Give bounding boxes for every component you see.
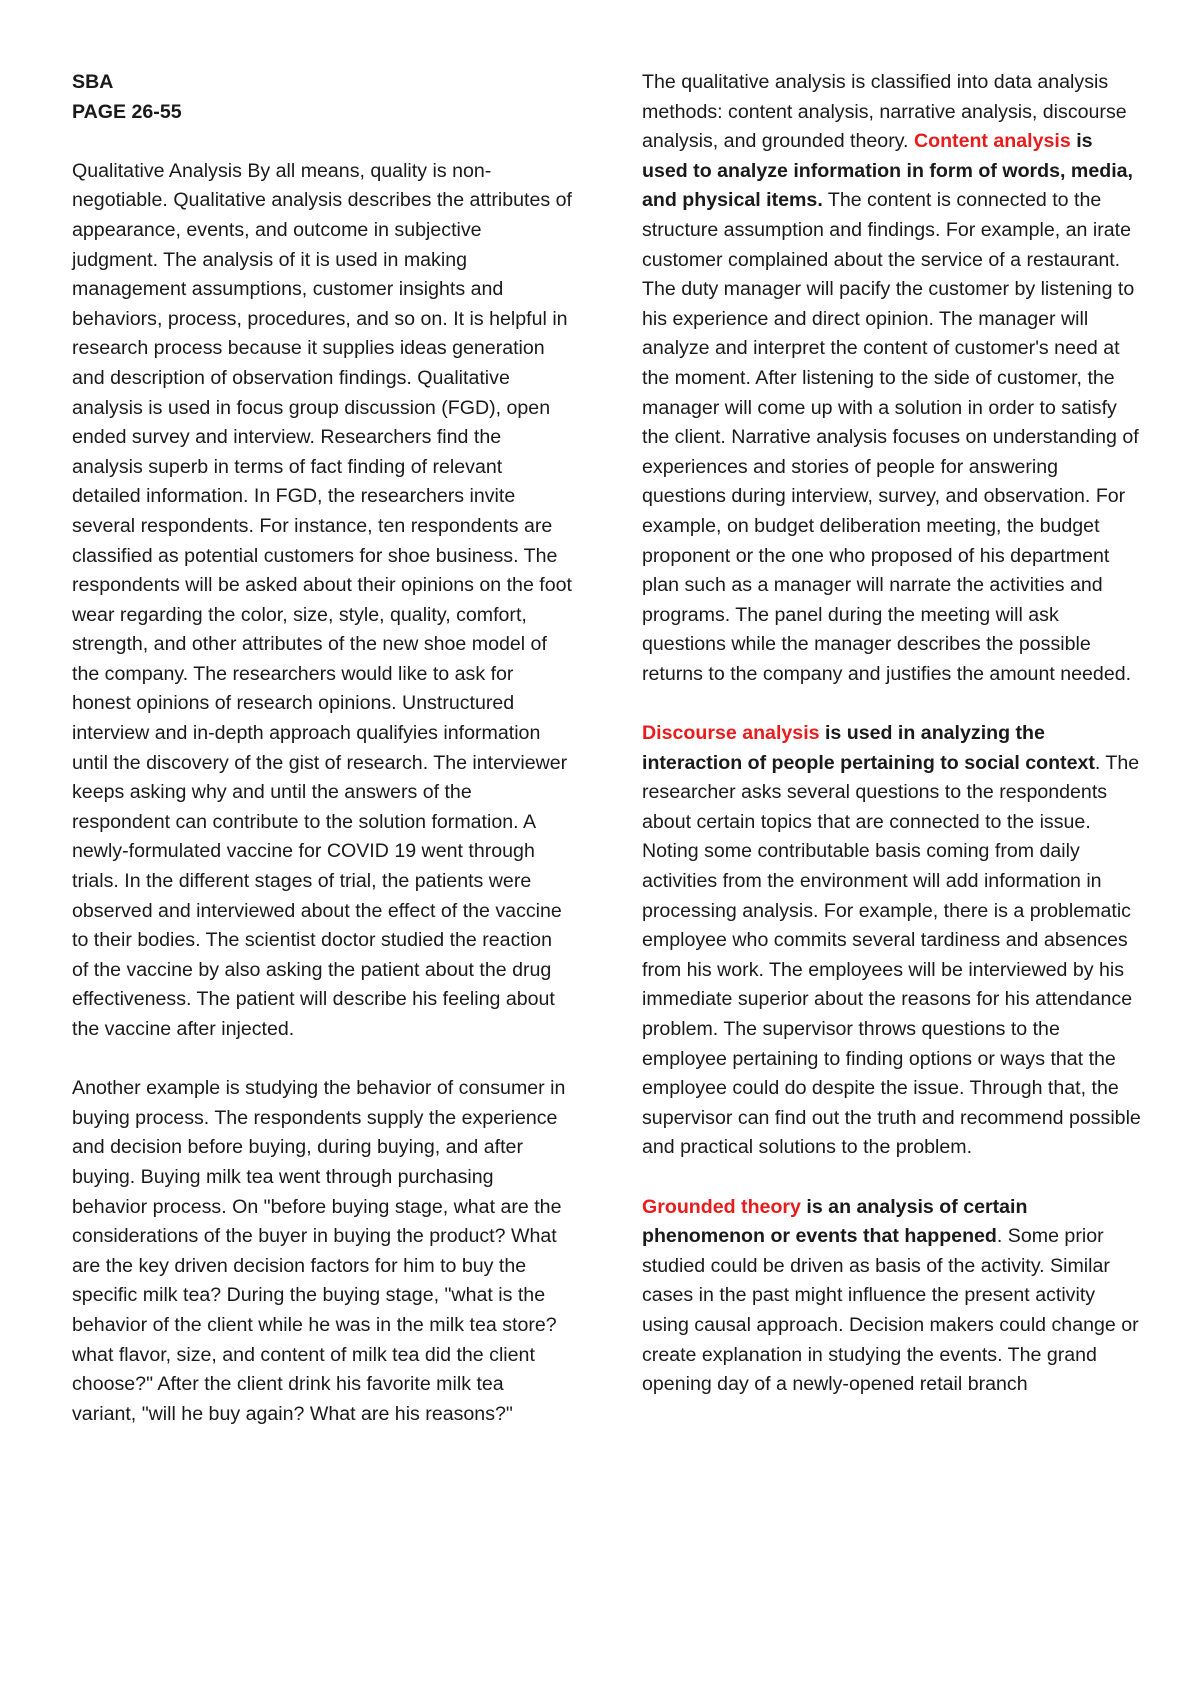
consumer-behavior-paragraph: Another example is studying the behavior of consumer in buying process. The respondents supply the experience and decision before buying, during buying, and after buying. Buying milk tea went through purchasing behavior process. On "before buying stage, what are the considerations of the buyer in buying the product? What are the key driven decision factors for him to buy the specific milk tea? During the buying stage, "what is the behavior of the client while he was in the milk tea store? what flavor, size, and content of milk tea did the client choose?" After the client drink his favorite milk tea variant, "will he buy again? What are his reasons?" [72, 1077, 566, 1425]
document-title: SBA [72, 71, 114, 93]
discourse-analysis-definition: is used in analyzing the interaction of people pertaining to social context [642, 722, 1095, 774]
spacer [72, 1045, 572, 1075]
content-analysis-definition: is used to analyze information in form of words, media, and physical items. [642, 130, 1133, 212]
discourse-analysis-body: . The researcher asks several questions to the respondents about certain topics that are connected to the issue. Noting some contributable basis coming from daily activities from the environment will add information in processing analysis. For example, there is a problematic employee who commits several tardiness and absences from his work. The employees will be interviewed by his immediate superior about the reasons for his attendance problem. The supervisor throws questions to the employee pertaining to finding options or ways that the employee could do despite the issue. Through that, the supervisor can find out the truth and recommend possible and practical solutions to the problem. [642, 751, 1141, 1159]
discourse-analysis-paragraph [642, 719, 1142, 1163]
grounded-theory-paragraph [642, 1193, 1142, 1400]
content-analysis-paragraph [642, 68, 1142, 689]
content-analysis-term: Content analysis [913, 130, 1071, 153]
discourse-analysis-term: Discourse analysis [642, 722, 820, 745]
page-range: PAGE 26-55 [72, 100, 182, 123]
grounded-theory-body: . Some prior studied could be driven as basis of the activity. Similar cases in the past might influence the present activity using causal approach. Decision makers could change or create explanation in studying the events. The grand opening day of a newly-opened retail branch [642, 1225, 1139, 1396]
spacer [642, 1163, 1142, 1193]
spacer [72, 127, 572, 157]
right-column [642, 68, 1142, 1400]
content-analysis-body: The content is connected to the structure assumption and findings. For example, an irate customer complained about the service of a restaurant. The duty manager will pacify the customer by listening to his experience and direct opinion. The manager will analyze and interpret the content of customer's need at the moment. After listening to the side of customer, the manager will come up with a solution in order to satisfy the client. Narrative analysis focuses on understanding of experiences and stories of people for answering questions during interview, survey, and observation. For example, on budget deliberation meeting, the budget proponent or the one who proposed of his department plan such as a manager will narrate the activities and programs. The panel during the meeting will ask questions while the manager describes the possible returns to the company and justifies the amount needed. [642, 189, 1139, 685]
grounded-theory-definition: is an analysis of certain phenomenon or events that happened [642, 1195, 1028, 1248]
grounded-theory-term: Grounded theory [642, 1195, 801, 1218]
left-column [72, 68, 572, 1429]
spacer [642, 689, 1142, 719]
qualitative-analysis-paragraph: Qualitative Analysis By all means, quality is non-negotiable. Qualitative analysis describes the attributes of appearance, events, and outcome in subjective judgment. The analysis of it is used in making management assumptions, customer insights and behaviors, process, procedures, and so on. It is helpful in research process because it supplies ideas generation and description of observation findings. Qualitative analysis is used in focus group discussion (FGD), open ended survey and interview. Researchers find the analysis superb in terms of fact finding of relevant detailed information. In FGD, the researchers invite several respondents. For instance, ten respondents are classified as potential customers for shoe business. The respondents will be asked about their opinions on the foot wear regarding the color, size, style, quality, comfort, strength, and other attributes of the new shoe model of the company. The researchers would like to ask for honest opinions of research opinions. Unstructured interview and in-depth approach qualifyies information until the discovery of the gist of research. The interviewer keeps asking why and until the answers of the respondent can contribute to the solution formation. A newly-formulated vaccine for COVID 19 went through trials. In the different stages of trial, the patients were observed and interviewed about the effect of the vaccine to their bodies. The scientist doctor studied the reaction of the vaccine by also asking the patient about the drug effectiveness. The patient will describe his feeling about the vaccine after injected. [72, 159, 572, 1040]
methods-intro-text: The qualitative analysis is classified into data analysis methods: content analysis, narrative analysis, discourse analysis, and grounded theory. [642, 71, 1127, 153]
